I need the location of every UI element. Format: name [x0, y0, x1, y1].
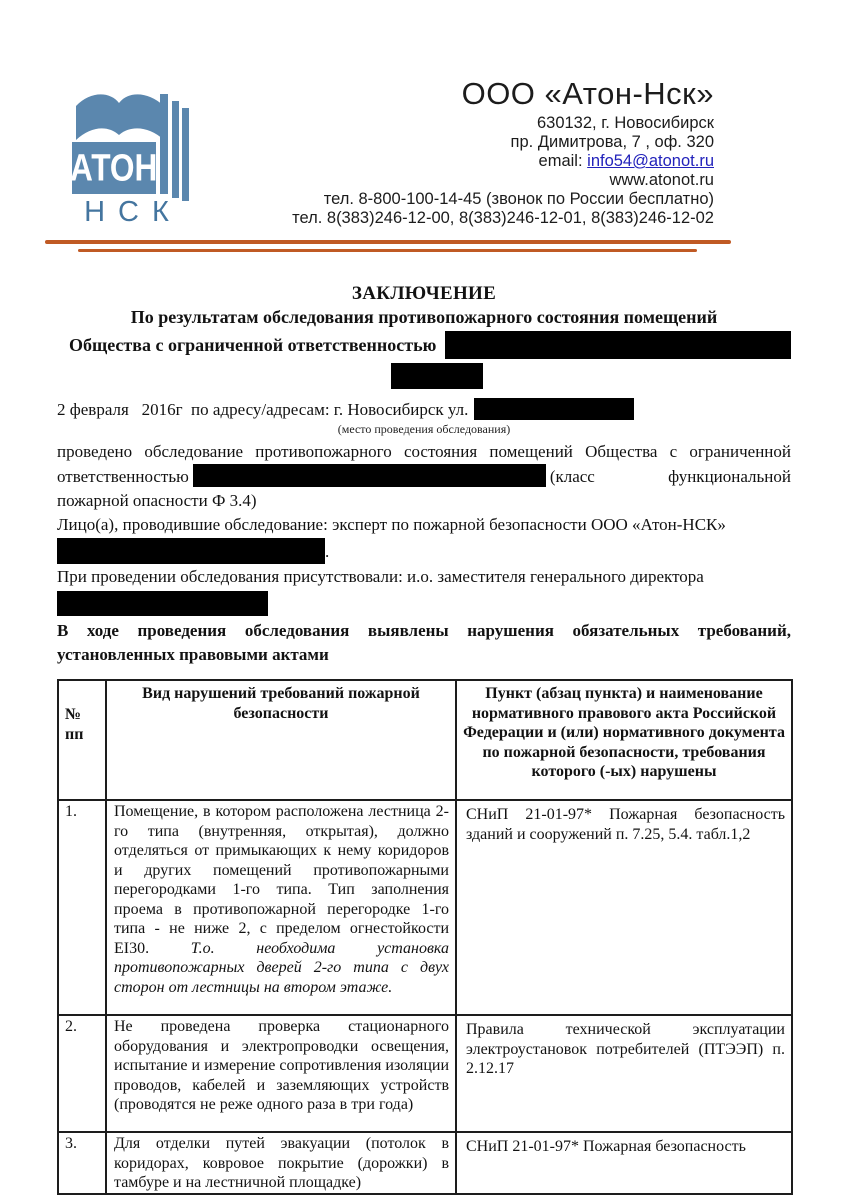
logo-text-bottom: НСК — [84, 196, 182, 228]
paragraph-date-address — [57, 398, 791, 422]
row-number: 2. — [58, 1015, 106, 1132]
street-line: пр. Димитрова, 7 , оф. 320 — [510, 133, 714, 151]
redaction-box — [391, 363, 483, 389]
violation-cell — [106, 800, 456, 1015]
email-link[interactable]: info54@atonot.ru — [587, 152, 714, 170]
norm-cell: СНиП 21-01-97* Пожарная безопасность зданий и сооружений п. 7.25, 5.4. табл.1,2 — [456, 800, 792, 1015]
paragraph-findings: В ходе проведения обследования выявлены нарушения обязательных требований, установленных правовыми актами — [57, 621, 791, 664]
header-num: № пп — [58, 680, 106, 800]
violation-cell — [106, 1132, 456, 1194]
expert-redaction-line — [57, 538, 791, 565]
logo-text-top: АТОН — [70, 145, 158, 189]
company-logo — [72, 88, 192, 236]
postal-line: 630132, г. Новосибирск — [536, 114, 714, 132]
letterhead — [0, 0, 849, 278]
date-address-text: 2 февраля 2016г по адресу/адресам: г. Новосибирск ул. — [57, 400, 469, 419]
title-line3-text: Общества с ограниченной ответственностью — [69, 334, 437, 355]
logo-mark — [72, 142, 156, 194]
table-row — [58, 800, 792, 1015]
table-row — [58, 1132, 792, 1194]
present-redaction-line — [57, 590, 791, 617]
table-row — [58, 1015, 792, 1132]
phones-city-line: тел. 8(383)246-12-00, 8(383)246-12-01, 8(383)246-12-02 — [292, 209, 714, 227]
email-line — [292, 152, 714, 171]
violation-text: Не проведена проверка стационарного оборудования и электропроводки освещения, испытание и измерение сопротивления изоляции проводов, кабелей и заземляющих устройств (проводятся не реже одного раза в три года) — [114, 1018, 449, 1113]
redaction-box — [57, 538, 325, 564]
redaction-box — [474, 398, 634, 420]
email-label: email: — [538, 152, 588, 170]
paragraph-expert: Лицо(а), проводившие обследование: эксперт по пожарной безопасности ООО «Атон-НСК» — [57, 515, 726, 534]
violation-text-italic: Т.о. необходима установка противопожарных дверей 2-го типа с двух сторон от лестницы на втором этаже. — [114, 939, 449, 996]
table-header-row — [58, 680, 792, 800]
document-body — [0, 283, 849, 1195]
survey-text-before: проведено обследование противопожарного состояния помещений Общества с ограниченной ответственностью — [57, 442, 791, 486]
logo-page-stripe — [182, 108, 189, 201]
contact-block — [292, 76, 714, 228]
violation-text: Для отделки путей эвакуации (потолок в коридорах, ковровое покрытие (дорожки) в тамбуре и на лестничной площадке) — [114, 1135, 449, 1191]
violation-cell — [106, 1015, 456, 1132]
address-caption: (место проведения обследования) — [337, 422, 511, 436]
redaction-box — [445, 331, 791, 359]
paragraph-survey — [57, 440, 791, 513]
norm-cell: СНиП 21-01-97* Пожарная безопасность — [456, 1132, 792, 1194]
header-norm: Пункт (абзац пункта) и наименование нормативного правового акта Российской Федерации и (или) нормативного документа по пожарной безопасности, требования которого (-ых) нарушены — [456, 680, 792, 800]
row-number: 1. — [58, 800, 106, 1015]
title-line2: По результатам обследования противопожарного состояния помещений — [130, 307, 718, 327]
period-after-box: . — [325, 542, 330, 561]
logo-page-stripe — [160, 94, 168, 194]
header-violation: Вид нарушений требований пожарной безопасности — [106, 680, 456, 800]
redaction-box — [57, 591, 268, 616]
phone-tollfree-line: тел. 8-800-100-14-45 (звонок по России бесплатно) — [323, 190, 714, 208]
title-line3 — [57, 331, 791, 359]
company-name: ООО «Атон-Нск» — [461, 76, 714, 111]
row-number: 3. — [58, 1132, 106, 1194]
divider-line-bottom — [78, 249, 697, 252]
document-title: ЗАКЛЮЧЕНИЕ — [351, 283, 497, 304]
redaction-box — [193, 464, 546, 487]
logo-page-stripe — [172, 101, 179, 198]
norm-cell: Правила технической эксплуатации электроустановок потребителей (ПТЭЭП) п. 2.12.17 — [456, 1015, 792, 1132]
survey-text-after: (класс функциональной пожарной опасности Ф 3.4) — [57, 467, 791, 510]
website-line: www.atonot.ru — [609, 171, 714, 189]
divider-line-top — [45, 240, 731, 244]
paragraph-present: При проведении обследования присутствовали: и.о. заместителя генерального директора — [57, 567, 704, 586]
violation-text: Помещение, в котором расположена лестница 2-го типа (внутренняя, открытая), должно отделяться от примыкающих к нему коридоров и других помещений противопожарными перегородками 1-го типа. Тип заполнения проема в противопожарной перегородке 1-го типа - не ниже 2, с пределом огнестойкости EI30. — [114, 803, 449, 957]
violations-table — [57, 679, 793, 1195]
open-book-icon — [72, 88, 168, 142]
